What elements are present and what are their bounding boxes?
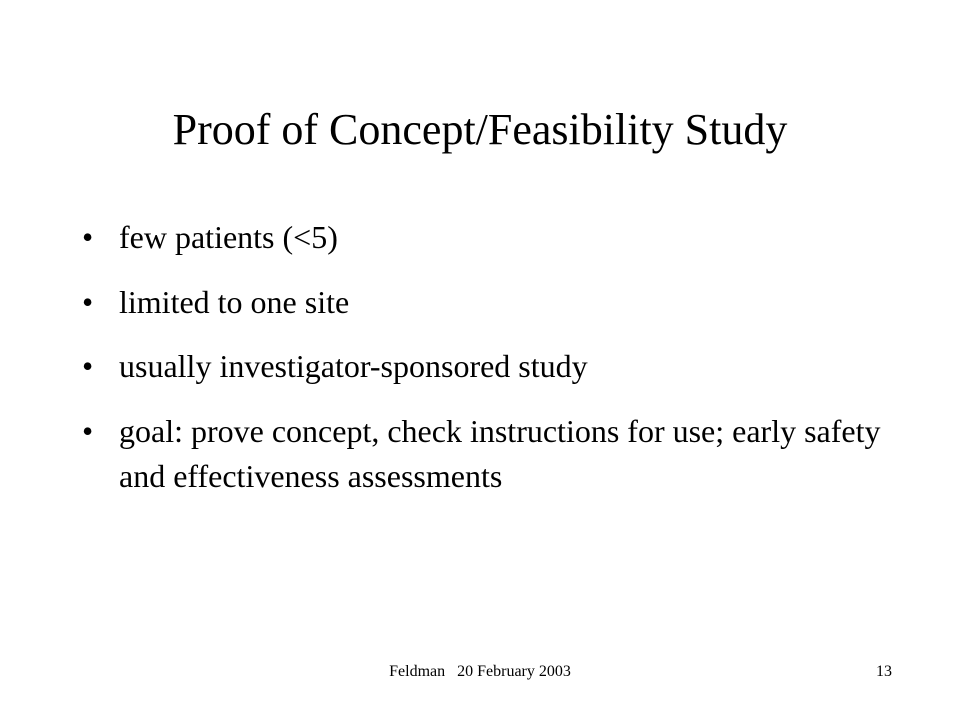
bullet-text: few patients (<5): [119, 219, 338, 255]
bullet-item: [82, 215, 882, 260]
footer-author-date: Feldman 20 February 2003: [389, 663, 571, 680]
bullet-item: [82, 344, 882, 389]
bullet-item: [82, 280, 882, 325]
bullet-text: usually investigator-sponsored study: [119, 348, 588, 384]
slide-title: Proof of Concept/Feasibility Study: [172, 105, 788, 154]
bullet-text: goal: prove concept, check instructions for use; early safety and effectiveness assessments: [119, 412, 881, 494]
bullet-dot-icon: •: [82, 412, 94, 449]
bullet-item: [82, 409, 882, 499]
bullet-dot-icon: •: [82, 348, 94, 384]
bullet-list: [82, 215, 882, 518]
page-number: 13: [876, 663, 892, 680]
bullet-dot-icon: •: [82, 219, 94, 255]
bullet-dot-icon: •: [82, 283, 94, 320]
bullet-text: limited to one site: [119, 283, 350, 320]
